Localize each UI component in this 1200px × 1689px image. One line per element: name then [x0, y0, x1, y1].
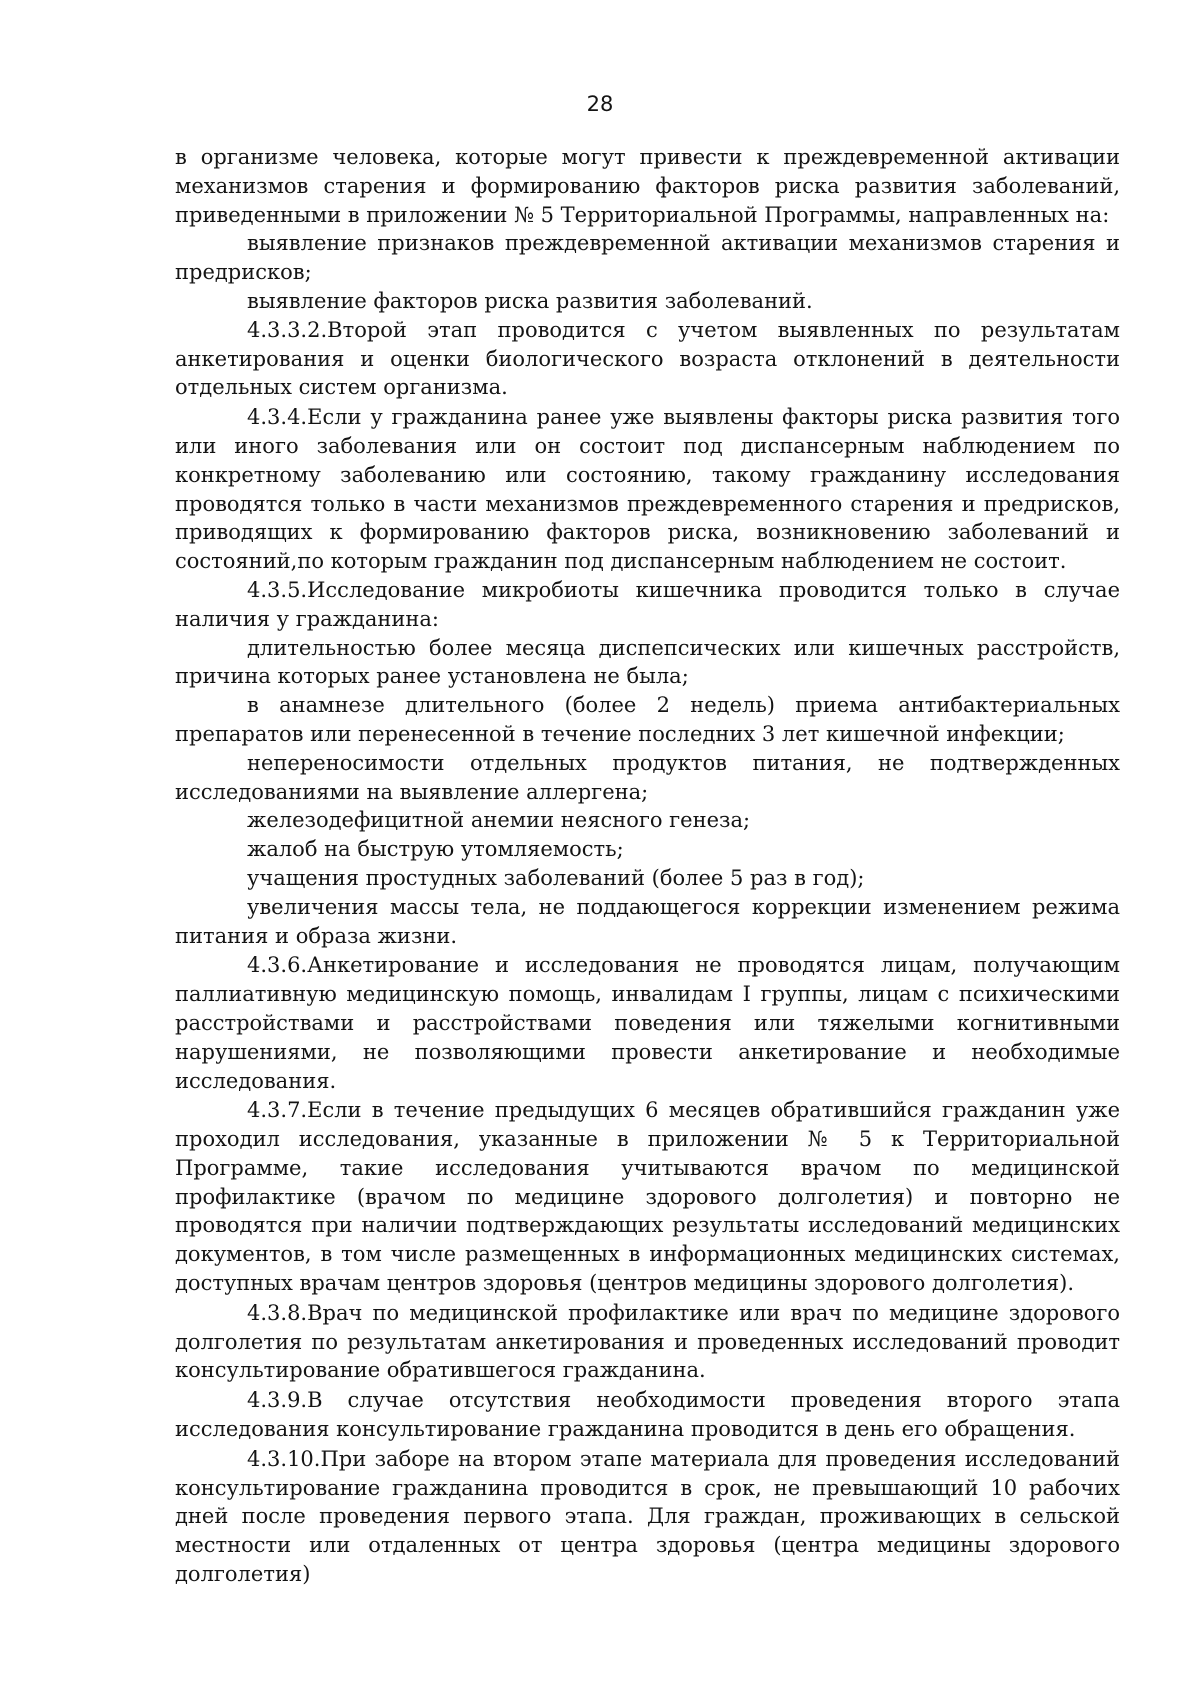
paragraph-clause-4-3-4: 4.3.4.Если у гражданина ранее уже выявлены факторы риска развития того или иного заболевания или он состоит под диспансерным наблюдением по конкретному заболеванию или состоянию, такому гражданину исследования проводятся только в части механизмов преждевременного старения и предрисков, приводящих к формированию факторов риска, возникновению заболеваний и состояний,по которым гражданин под диспансерным наблюдением не состоит.: [175, 405, 1120, 574]
paragraph-clause-4-3-5: 4.3.5.Исследование микробиоты кишечника проводится только в случае наличия у гражданина:: [175, 577, 1120, 631]
paragraph-clause-4-3-6: 4.3.6.Анкетирование и исследования не проводятся лицам, получающим паллиативную медицинскую помощь, инвалидам I группы, лицам с психическими расстройствами и расстройствами поведения или тяжелыми когнитивными нарушениями, не позволяющими провести анкетирование и необходимые исследования.: [175, 953, 1120, 1093]
paragraph-continuation: в организме человека, которые могут привести к преждевременной активации механизмов старения и формированию факторов риска развития заболеваний, приведенными в приложении № 5 Территориальной Программы, направленных на:: [175, 145, 1120, 227]
paragraph-list-item: выявление факторов риска развития заболеваний.: [247, 288, 813, 313]
paragraph-list-item: жалоб на быструю утомляемость;: [247, 837, 624, 862]
paragraph-clause-4-3-9: 4.3.9.В случае отсутствия необходимости проведения второго этапа исследования консультирование гражданина проводится в день его обращения.: [175, 1388, 1120, 1442]
page-number: 28: [586, 92, 614, 116]
document-body: [175, 143, 1120, 1589]
paragraph-list-item: выявление признаков преждевременной активации механизмов старения и предрисков;: [175, 231, 1120, 285]
paragraph-clause-4-3-7: 4.3.7.Если в течение предыдущих 6 месяцев обратившийся гражданин уже проходил исследования, указанные в приложении № 5 к Территориальной Программе, такие исследования учитываются врачом по медицинской профилактике (врачом по медицине здорового долголетия) и повторно не проводятся при наличии подтверждающих результаты исследований медицинских документов, в том числе размещенных в информационных медицинских системах, доступных врачам центров здоровья (центров медицины здорового долголетия).: [175, 1098, 1120, 1296]
paragraph-clause-4-3-10: 4.3.10.При заборе на втором этапе материала для проведения исследований консультирование гражданина проводится в срок, не превышающий 10 рабочих дней после проведения первого этапа. Для граждан, проживающих в сельской местности или отдаленных от центра здоровья (центра медицины здорового долголетия): [175, 1446, 1120, 1587]
paragraph-list-item: непереносимости отдельных продуктов питания, не подтвержденных исследованиями на выявление аллергена;: [175, 750, 1120, 804]
paragraph-list-item: в анамнезе длительного (более 2 недель) приема антибактериальных препаратов или перенесенной в течение последних 3 лет кишечной инфекции;: [175, 693, 1120, 746]
paragraph-list-item: длительностью более месяца диспепсических или кишечных расстройств, причина которых ранее установлена не была;: [175, 635, 1120, 689]
paragraph-clause-4-3-3-2: 4.3.3.2.Второй этап проводится с учетом выявленных по результатам анкетирования и оценки биологического возраста отклонений в деятельности отдельных систем организма.: [175, 317, 1120, 400]
paragraph-list-item: железодефицитной анемии неясного генеза;: [247, 808, 751, 833]
paragraph-list-item: увеличения массы тела, не поддающегося коррекции изменением режима питания и образа жизни.: [175, 894, 1120, 948]
paragraph-list-item: учащения простудных заболеваний (более 5 раз в год);: [247, 865, 865, 890]
paragraph-clause-4-3-8: 4.3.8.Врач по медицинской профилактике или врач по медицине здорового долголетия по результатам анкетирования и проведенных исследований проводит консультирование обратившегося гражданина.: [175, 1300, 1120, 1383]
